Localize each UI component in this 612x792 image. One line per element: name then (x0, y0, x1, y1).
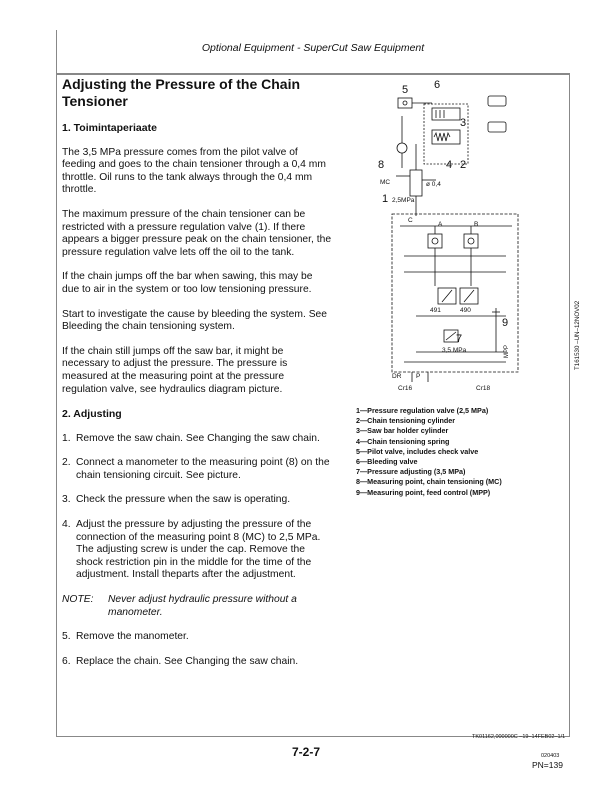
diagram-label-a: A (438, 221, 443, 228)
diagram-label-7: 7 (456, 333, 463, 345)
legend-item: 9—Measuring point, feed control (MPP) (356, 487, 491, 497)
steps-list-continued (62, 631, 332, 668)
check-valve-a (428, 234, 442, 248)
diagram-label-1: 1 (382, 193, 389, 205)
check-valve-b (464, 234, 478, 248)
list-item (62, 457, 332, 482)
step-text: Replace the chain. See Changing the saw chain. (76, 655, 299, 667)
figure-code: T161530 –UN–12NOV02 (574, 300, 581, 370)
gauge-symbol (397, 143, 407, 153)
step-number: 6. (62, 655, 71, 667)
diagram-label-c: C (408, 217, 413, 224)
pressure-regulation-valve (410, 170, 422, 196)
paragraph: If the chain jumps off the bar when sawing, this may be due to air in the system or too low tensioning pressure. (62, 271, 313, 295)
paragraph: The maximum pressure of the chain tensioner can be restricted with a pressure regulation valve (1). If there appears a bigger pressure peak on the chain tensioner, the pressure regulation valve lets off the oil to the tank. (62, 208, 332, 258)
control-symbol (488, 96, 506, 106)
note-text: Never adjust hydraulic pressure without a manometer. (108, 594, 297, 618)
section-heading-principle: 1. Toimintaperiaate (62, 122, 157, 134)
diagram-label-4: 4 (446, 159, 453, 171)
tensioning-spring (434, 133, 450, 141)
list-item (62, 631, 332, 644)
step-number: 2. (62, 457, 71, 469)
hydraulic-diagram (356, 76, 556, 396)
diagram-label-3-5mpa: 3,5 MPa (442, 347, 467, 354)
diagram-label-3: 3 (460, 117, 467, 129)
step-text: Connect a manometer to the measuring point (8) on the chain tensioning circuit. See picture. (76, 457, 330, 481)
date-code: 020403 (541, 753, 560, 759)
steps-list (62, 433, 332, 582)
diagram-label-9: 9 (502, 317, 509, 329)
step-text: Remove the saw chain. See Changing the saw chain. (76, 432, 320, 444)
diagram-label-cr16: Cr16 (398, 385, 413, 392)
note-label: NOTE: (62, 594, 94, 606)
diagram-legend (356, 406, 556, 498)
cylinder-block-frame (424, 104, 468, 164)
diagram-label-6: 6 (434, 79, 441, 91)
diagram-label-490: 490 (460, 307, 471, 314)
control-symbol (488, 122, 506, 132)
list-item (62, 494, 332, 507)
diagram-label-cr18: Cr18 (476, 385, 491, 392)
diagram-label-2-5mpa: 2,5MPa (392, 197, 415, 204)
running-header: Optional Equipment - SuperCut Saw Equipment (201, 42, 425, 54)
diagram-label-491: 491 (430, 307, 441, 314)
note (62, 594, 332, 619)
section-heading-adjusting: 2. Adjusting (62, 408, 122, 421)
diagram-label-mc: MC (380, 179, 391, 186)
list-item (62, 519, 332, 582)
legend-item: 6—Bleeding valve (356, 457, 418, 467)
chain-tensioning-cylinder (432, 130, 460, 144)
article-title: Adjusting the Pressure of the Chain Tensioner (62, 76, 301, 109)
paragraph: If the chain still jumps off the saw bar, it might be necessary to adjust the pressure. The pressure is measured at the measuring point at the pressure regulation valve, see hydraulics diagram picture. (62, 345, 288, 395)
step-text: Remove the manometer. (76, 631, 189, 643)
paragraph: The 3,5 MPa pressure comes from the pilot valve of feeding and goes to the chain tensioner through a 0,4 mm throttle. Oil runs to the tank always through the 0,4 mm throttle. (62, 146, 326, 196)
step-number: 4. (62, 519, 71, 531)
paragraph: Start to investigate the cause by bleeding the system. See Bleeding the chain tensioning system. (62, 308, 328, 333)
diagram-label-b: B (474, 221, 479, 228)
pn-number: PN=139 (532, 760, 563, 770)
step-number: 3. (62, 494, 71, 506)
diagram-label-throttle: ø 0,4 (426, 181, 441, 188)
legend-item: 2—Chain tensioning cylinder (356, 416, 456, 426)
diagram-label-p: P (416, 373, 421, 380)
legend-item: 4—Chain tensioning spring (356, 436, 450, 446)
step-text: Adjust the pressure by adjusting the pressure of the connection of the measuring point 8 (MC) to 2,5 MPa. The adjusting screw is under the cap. Remove the shock restriction pin in the middle for the time of the adjustment. Install theparts after the adjustment. (76, 519, 321, 581)
article-body (62, 76, 332, 680)
list-item (62, 656, 332, 669)
step-number: 5. (62, 631, 71, 643)
legend-item: 7—Pressure adjusting (3,5 MPa) (356, 467, 466, 477)
diagram-label-mpp: MPP (504, 344, 510, 358)
page-number: 7-2-7 (291, 745, 320, 759)
legend-item: 8—Measuring point, chain tensioning (MC) (356, 477, 502, 487)
legend-item: 1—Pressure regulation valve (2,5 MPa) (356, 406, 489, 415)
diagram-label-2: 2 (460, 159, 467, 171)
step-text: Check the pressure when the saw is operating. (76, 494, 291, 506)
diagram-label-5: 5 (402, 84, 409, 96)
diagram-label-dr: DR (392, 373, 402, 380)
list-item (62, 433, 332, 446)
legend-item: 3—Saw bar holder cylinder (356, 426, 449, 436)
diagram-label-8: 8 (378, 159, 385, 171)
document-code: TK01162,000000C –19–14FEB02–1/1 (472, 734, 566, 740)
step-number: 1. (62, 432, 71, 444)
legend-item: 5—Pilot valve, includes check valve (356, 446, 479, 456)
pilot-valve (398, 98, 412, 108)
